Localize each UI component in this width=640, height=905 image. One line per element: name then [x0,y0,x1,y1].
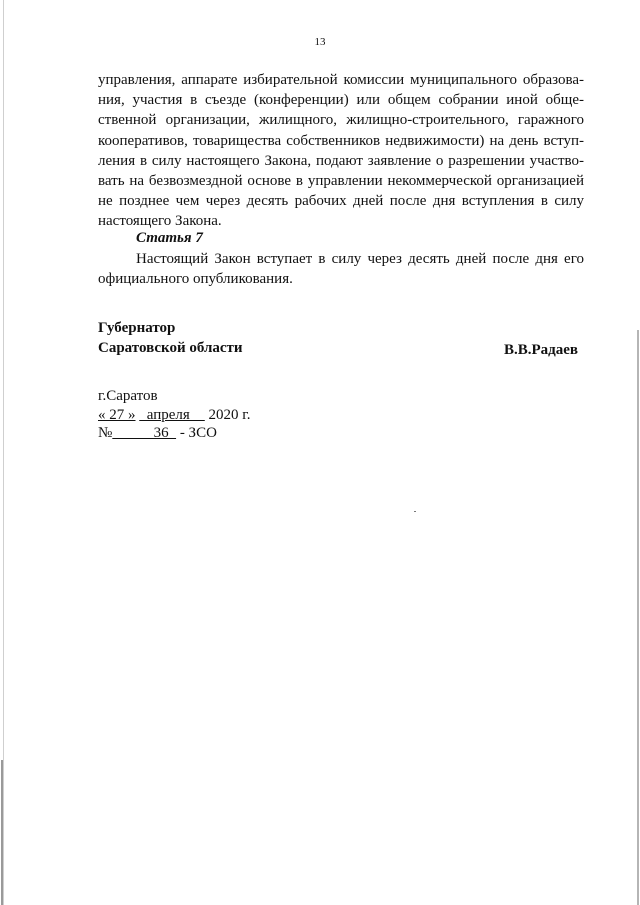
paragraph-line: вать на безвозмездной основе в управлении некоммерческой организацией [98,173,584,190]
date-open-quote: « [98,406,106,423]
scan-edge-right [637,330,639,905]
signature-position-line-1: Губернатор [98,320,176,336]
number-suffix: - ЗСО [176,425,217,441]
article-line: официального опубликования. [98,271,293,288]
number-prefix: № [98,425,113,441]
date-line [98,406,251,425]
scan-edge-left [3,0,4,905]
paragraph-line: кооперативов, товарищества собственников недвижимости) на день вступ- [98,132,584,149]
paragraph-line: не позднее чем через десять рабочих дней после дня вступления в силу [98,193,584,210]
date-day: 27 [105,406,128,423]
number-line [98,424,251,443]
paragraph-line: настоящего Закона. [98,213,222,230]
signature-block [98,318,584,358]
place-date-block [98,387,251,443]
scan-edge-left-mark [1,760,3,905]
page-number: 13 [314,36,326,48]
article-title: Статья 7 [136,230,203,246]
article-line: Настоящий Закон вступает в силу через десять дней после дня его [136,251,584,267]
article-text [98,249,584,289]
city: г.Саратов [98,388,158,404]
scan-speck [414,511,416,512]
paragraph-line: ственной организации, жилищного, жилищно-строительного, гаражного [98,112,584,129]
paragraph-line: ления в силу настоящего Закона, подают заявление о разрешении участво- [98,152,584,169]
signature-name: В.В.Радаев [503,342,578,358]
paragraph-line: ния, участия в съезде (конференции) или общем собрании иной обще- [98,92,584,109]
number-value: 36 [112,425,177,441]
date-month: апреля [139,406,205,423]
date-year: 2020 г. [204,406,251,423]
signature-position-line-2: Саратовской области [98,340,243,356]
paragraph-1 [98,70,584,232]
date-close-quote: » [128,406,136,423]
paragraph-line: управления, аппарате избирательной комиссии муниципального образова- [98,72,584,88]
